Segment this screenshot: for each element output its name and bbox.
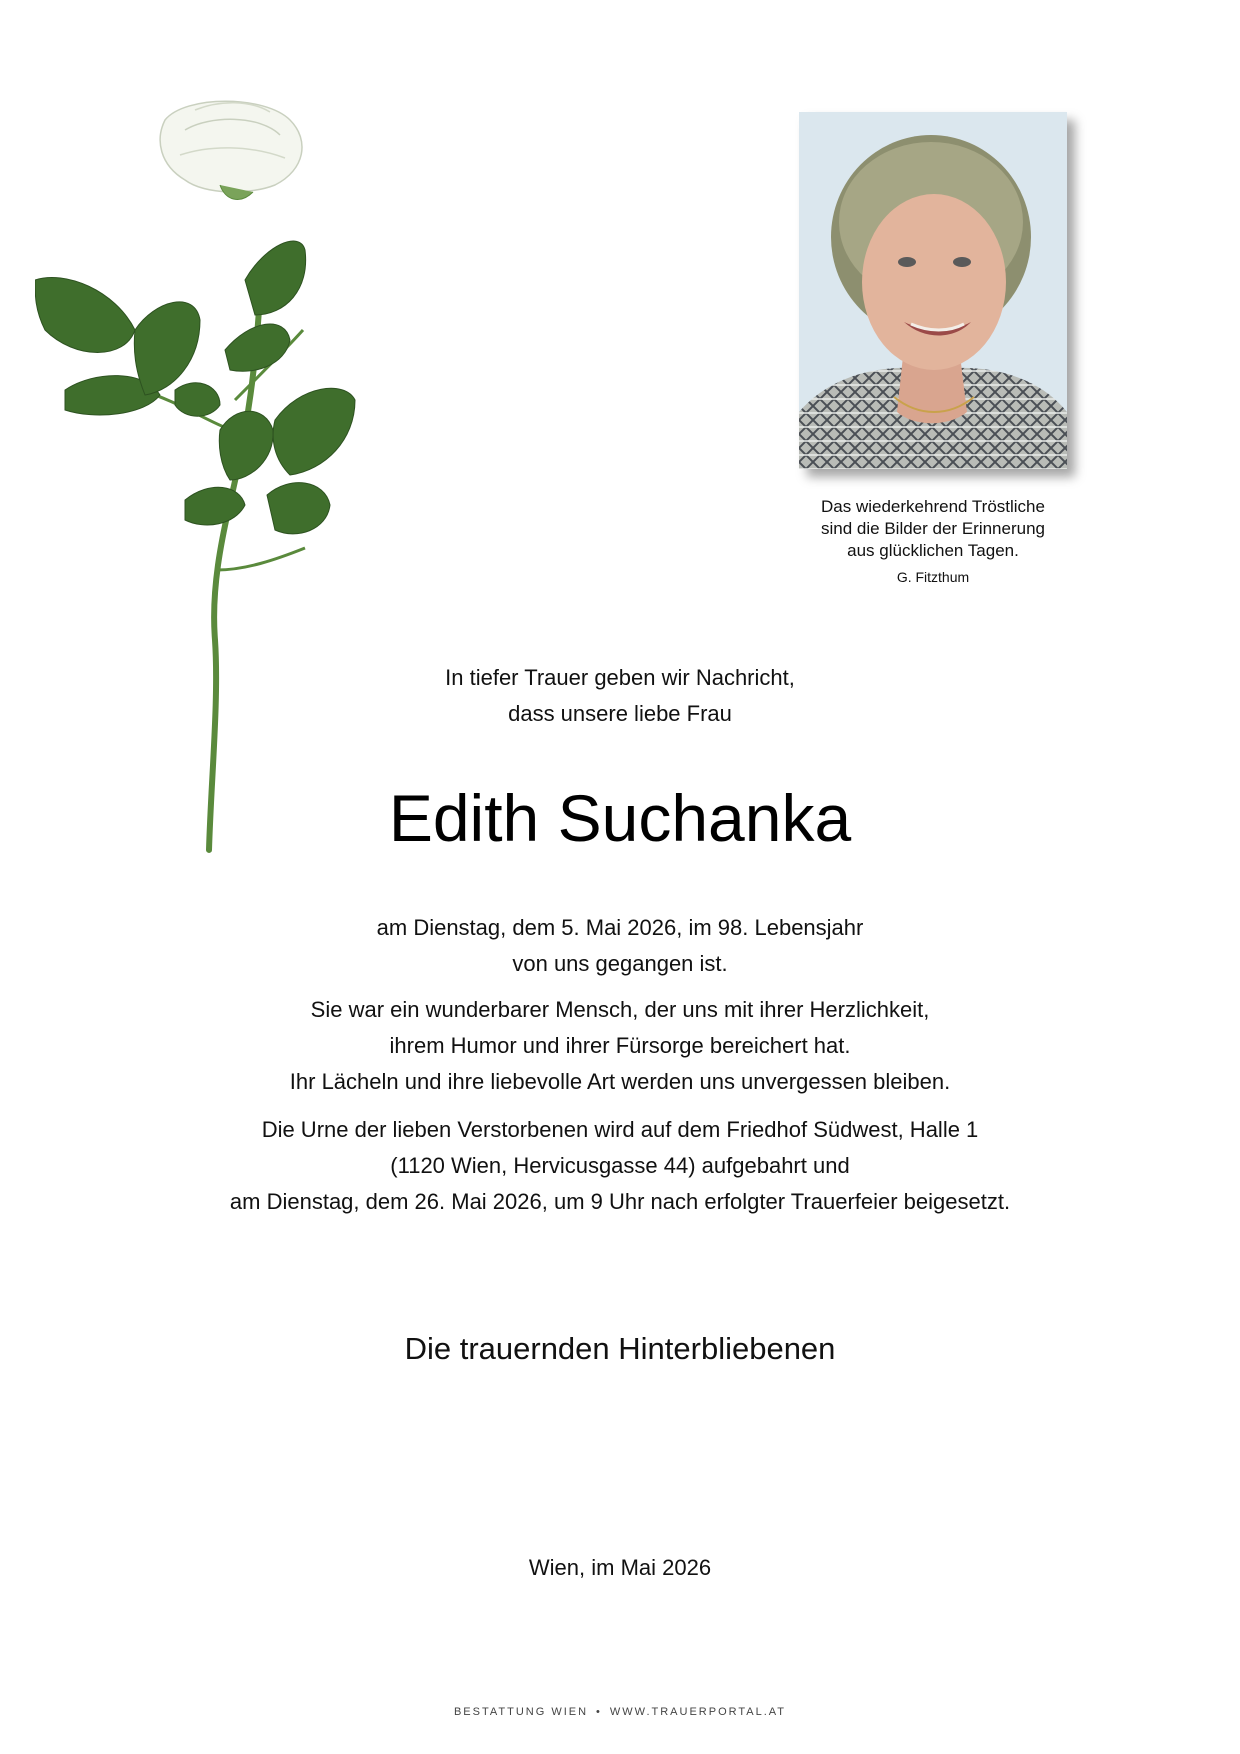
paragraph-line: (1120 Wien, Hervicusgasse 44) aufgebahrt und (390, 1153, 850, 1178)
quote-line: Das wiederkehrend Tröstliche (821, 497, 1045, 516)
paragraph-line: von uns gegangen ist. (512, 951, 728, 976)
footer (300, 1706, 940, 1718)
intro-line: dass unsere liebe Frau (508, 701, 732, 726)
paragraph-line: ihrem Humor und ihrer Fürsorge bereichert hat. (389, 1033, 851, 1058)
footer-website-link[interactable]: WWW.TRAUERPORTAL.AT (609, 1706, 787, 1718)
portrait-photo (799, 112, 1067, 469)
paragraph-line: am Dienstag, dem 26. Mai 2026, um 9 Uhr nach erfolgter Trauerfeier beigesetzt. (229, 1189, 1011, 1214)
photo-caption-quote (780, 496, 1086, 588)
white-rose-image (35, 100, 405, 860)
place-date: Wien, im Mai 2026 (528, 1555, 712, 1580)
funeral-details-paragraph (170, 1112, 1070, 1220)
quote-author: G. Fitzthum (896, 569, 970, 585)
intro-line: In tiefer Trauer geben wir Nachricht, (445, 665, 795, 690)
footer-company: BESTATTUNG WIEN (453, 1706, 589, 1718)
intro-text (310, 660, 930, 732)
death-date-paragraph (170, 910, 1070, 982)
paragraph-line: Sie war ein wunderbarer Mensch, der uns mit ihrer Herzlichkeit, (310, 997, 930, 1022)
deceased-name: Edith Suchanka (388, 781, 852, 855)
paragraph-line: Die Urne der lieben Verstorbenen wird auf dem Friedhof Südwest, Halle 1 (261, 1117, 979, 1142)
paragraph-line: am Dienstag, dem 5. Mai 2026, im 98. Lebensjahr (376, 915, 864, 940)
portrait-photo-frame (799, 112, 1067, 469)
tribute-paragraph (170, 992, 1070, 1100)
quote-line: aus glücklichen Tagen. (847, 541, 1019, 560)
mourners-signature: Die trauernden Hinterbliebenen (404, 1331, 836, 1366)
quote-line: sind die Bilder der Erinnerung (821, 519, 1045, 538)
paragraph-line: Ihr Lächeln und ihre liebevolle Art werden uns unvergessen bleiben. (289, 1069, 951, 1094)
footer-separator: • (596, 1706, 602, 1718)
